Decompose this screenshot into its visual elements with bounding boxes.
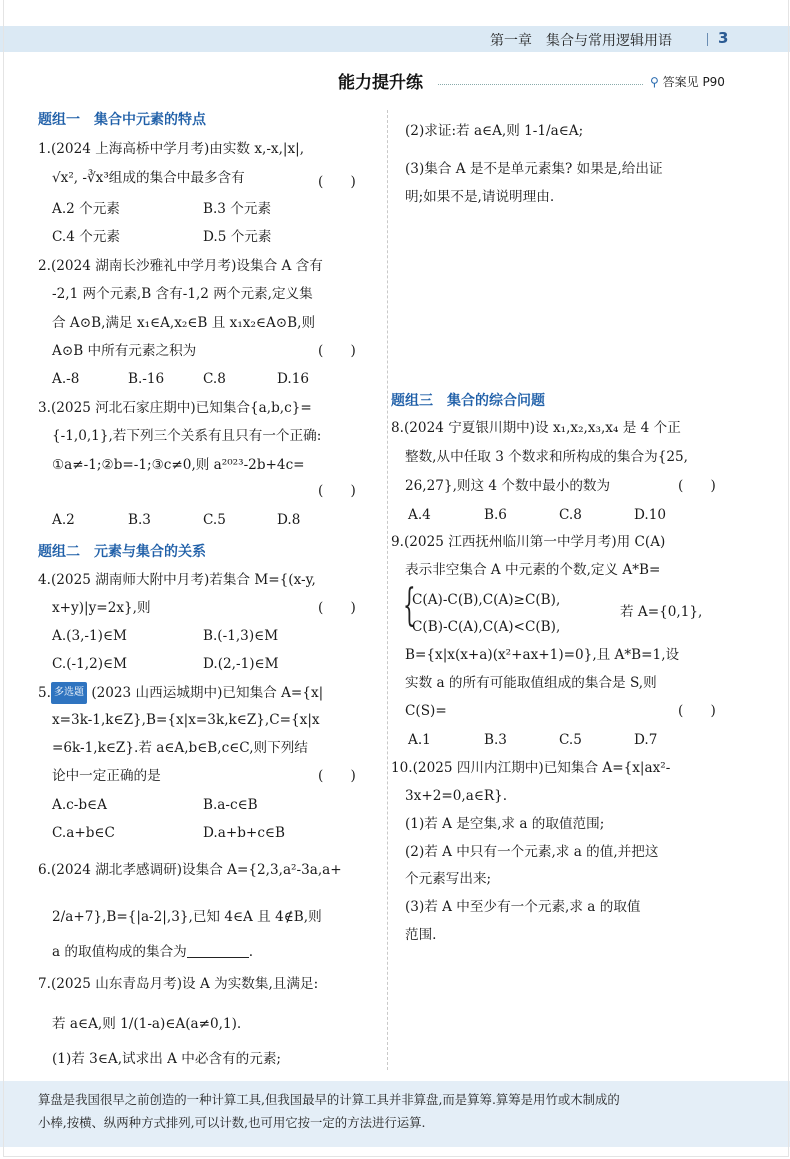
magnifier-icon: ⚲ xyxy=(650,75,659,89)
q2-option-a: A.-8 xyxy=(52,371,80,387)
question-5-text: (2023 山西运城期中)已知集合 A={x| xyxy=(91,685,324,701)
q1-option-b: B.3 个元素 xyxy=(203,201,272,217)
answer-paren: ( ) xyxy=(318,483,356,499)
q4-option-b: B.(-1,3)∈M xyxy=(203,628,279,644)
question-3-line1: 3.(2025 河北石家庄期中)已知集合{a,b,c}= xyxy=(38,400,312,416)
question-5-line3: =6k-1,k∈Z}.若 a∈A,b∈B,c∈C,则下列结 xyxy=(52,740,308,756)
question-8-line2: 整数,从中任取 3 个数求和所构成的集合为{25, xyxy=(405,449,688,465)
q5-option-a: A.c-b∈A xyxy=(52,797,107,813)
answer-paren: ( ) xyxy=(678,703,716,719)
q3-option-b: B.3 xyxy=(128,512,151,528)
question-4-line2: x+y)|y=2x},则 xyxy=(52,600,151,616)
fill-in-blank[interactable] xyxy=(187,943,249,958)
question-1-line2: √x², -∛x³组成的集合中最多含有 xyxy=(52,170,245,186)
q9-option-d: D.7 xyxy=(634,732,658,748)
q8-option-d: D.10 xyxy=(634,507,667,523)
q8-option-b: B.6 xyxy=(484,507,507,523)
question-1-line1: 1.(2024 上海高桥中学月考)由实数 x,-x,|x|, xyxy=(38,141,305,157)
question-3-line2: {-1,0,1},若下列三个关系有且只有一个正确: xyxy=(52,428,322,444)
question-7-line2: 若 a∈A,则 1/(1-a)∈A(a≠0,1). xyxy=(52,1016,242,1032)
question-10-part3-line1: (3)若 A 中至少有一个元素,求 a 的取值 xyxy=(405,899,641,915)
question-7-part3-line1: (3)集合 A 是不是单元素集? 如果是,给出证 xyxy=(405,161,663,177)
q9-option-c: C.5 xyxy=(559,732,582,748)
question-9-case2: C(B)-C(A),C(A)<C(B), xyxy=(412,619,561,635)
question-10-part2-line2: 个元素写出来; xyxy=(405,871,492,887)
q3-option-a: A.2 xyxy=(52,512,75,528)
question-2-line3: 合 A⊙B,满足 x₁∈A,x₂∈B 且 x₁x₂∈A⊙B,则 xyxy=(52,315,316,331)
question-2-line4: A⊙B 中所有元素之积为 xyxy=(52,343,197,359)
answer-paren: ( ) xyxy=(318,600,356,616)
q8-option-a: A.4 xyxy=(408,507,431,523)
chapter-title: 第一章 集合与常用逻辑用语 xyxy=(490,33,672,49)
question-6-line3: a 的取值构成的集合为 . xyxy=(52,944,254,960)
q8-option-c: C.8 xyxy=(559,507,582,523)
footer-text-line2: 小棒,按横、纵两种方式排列,可以计数,也可用它按一定的方法进行运算. xyxy=(38,1115,426,1130)
question-10-line2: 3x+2=0,a∈R}. xyxy=(405,788,508,804)
section-heading-group3: 题组三 集合的综合问题 xyxy=(391,393,545,409)
q1-option-c: C.4 个元素 xyxy=(52,229,120,245)
question-5-line2: x=3k-1,k∈Z},B={x|x=3k,k∈Z},C={x|x xyxy=(52,712,320,728)
question-5-line4: 论中一定正确的是 xyxy=(52,768,161,784)
answer-paren: ( ) xyxy=(318,343,356,359)
answer-paren: ( ) xyxy=(318,174,356,190)
multi-choice-tag: 多选题 xyxy=(51,682,87,704)
question-10-part2-line1: (2)若 A 中只有一个元素,求 a 的值,并把这 xyxy=(405,844,659,860)
question-2-line1: 2.(2024 湖南长沙雅礼中学月考)设集合 A 含有 xyxy=(38,258,323,274)
q2-option-c: C.8 xyxy=(203,371,226,387)
q3-option-c: C.5 xyxy=(203,512,226,528)
question-7-part2: (2)求证:若 a∈A,则 1-1/a∈A; xyxy=(405,123,584,139)
question-8-line1: 8.(2024 宁夏银川期中)设 x₁,x₂,x₃,x₄ 是 4 个正 xyxy=(391,420,681,436)
page-title: 能力提升练 xyxy=(338,73,423,93)
q2-option-b: B.-16 xyxy=(128,371,165,387)
question-5-number: 5. xyxy=(38,685,51,701)
question-7-part1: (1)若 3∈A,试求出 A 中必含有的元素; xyxy=(52,1051,281,1067)
q1-option-d: D.5 个元素 xyxy=(203,229,272,245)
q1-option-a: A.2 个元素 xyxy=(52,201,120,217)
answer-reference-text: 答案见 P90 xyxy=(662,75,725,89)
section-heading-group1: 题组一 集合中元素的特点 xyxy=(38,112,206,128)
answer-paren: ( ) xyxy=(318,768,356,784)
question-10-part3-line2: 范围. xyxy=(405,927,437,943)
q5-option-d: D.a+b+c∈B xyxy=(203,825,285,841)
question-7-line1: 7.(2025 山东青岛月考)设 A 为实数集,且满足: xyxy=(38,976,319,992)
question-6-line2: 2/a+7},B={|a-2|,3},已知 4∈A 且 4∉B,则 xyxy=(52,909,322,925)
q5-option-c: C.a+b∈C xyxy=(52,825,115,841)
question-7-part3-line2: 明;如果不是,请说明理由. xyxy=(405,189,555,205)
question-10-line1: 10.(2025 四川内江期中)已知集合 A={x|ax²- xyxy=(391,760,671,776)
question-9-line3: 若 A={0,1}, xyxy=(620,604,703,620)
footer-text-line1: 算盘是我国很早之前创造的一种计算工具,但我国最早的计算工具并非算盘,而是算筹.算筹是用竹或木制成的 xyxy=(38,1092,620,1107)
question-4-line1: 4.(2025 湖南师大附中月考)若集合 M={(x-y, xyxy=(38,572,316,588)
q3-option-d: D.8 xyxy=(277,512,301,528)
question-3-line3: ①a≠-1;②b=-1;③c≠0,则 a²⁰²³-2b+4c= xyxy=(52,457,305,473)
answer-reference xyxy=(650,73,725,90)
question-6-text: a 的取值构成的集合为 xyxy=(52,944,187,960)
question-10-part1: (1)若 A 是空集,求 a 的取值范围; xyxy=(405,816,605,832)
question-2-line2: -2,1 两个元素,B 含有-1,2 两个元素,定义集 xyxy=(52,286,313,302)
q9-option-a: A.1 xyxy=(408,732,431,748)
piecewise-brace: { xyxy=(403,580,416,631)
answer-paren: ( ) xyxy=(678,478,716,494)
title-dotted-rule xyxy=(438,84,643,85)
column-divider xyxy=(387,110,388,1070)
q4-option-d: D.(2,-1)∈M xyxy=(203,656,279,672)
header-divider xyxy=(707,33,708,46)
question-9-line5: 实数 a 的所有可能取值组成的集合是 S,则 xyxy=(405,675,657,691)
question-9-line4: B={x|x(x+a)(x²+ax+1)=0},且 A*B=1,设 xyxy=(405,647,680,663)
q5-option-b: B.a-c∈B xyxy=(203,797,258,813)
question-8-line3: 26,27},则这 4 个数中最小的数为 xyxy=(405,478,611,494)
q4-option-c: C.(-1,2)∈M xyxy=(52,656,128,672)
page-number: 3 xyxy=(718,29,729,47)
question-9-line6: C(S)= xyxy=(405,703,447,719)
q9-option-b: B.3 xyxy=(484,732,507,748)
question-6-line1: 6.(2024 湖北孝感调研)设集合 A={2,3,a²-3a,a+ xyxy=(38,862,342,878)
question-9-line1: 9.(2025 江西抚州临川第一中学月考)用 C(A) xyxy=(391,534,666,550)
q4-option-a: A.(3,-1)∈M xyxy=(52,628,127,644)
section-heading-group2: 题组二 元素与集合的关系 xyxy=(38,544,206,560)
q2-option-d: D.16 xyxy=(277,371,310,387)
question-9-case1: C(A)-C(B),C(A)≥C(B), xyxy=(412,592,561,608)
question-9-line2: 表示非空集合 A 中元素的个数,定义 A*B= xyxy=(405,562,661,578)
question-5-line1 xyxy=(38,682,323,704)
